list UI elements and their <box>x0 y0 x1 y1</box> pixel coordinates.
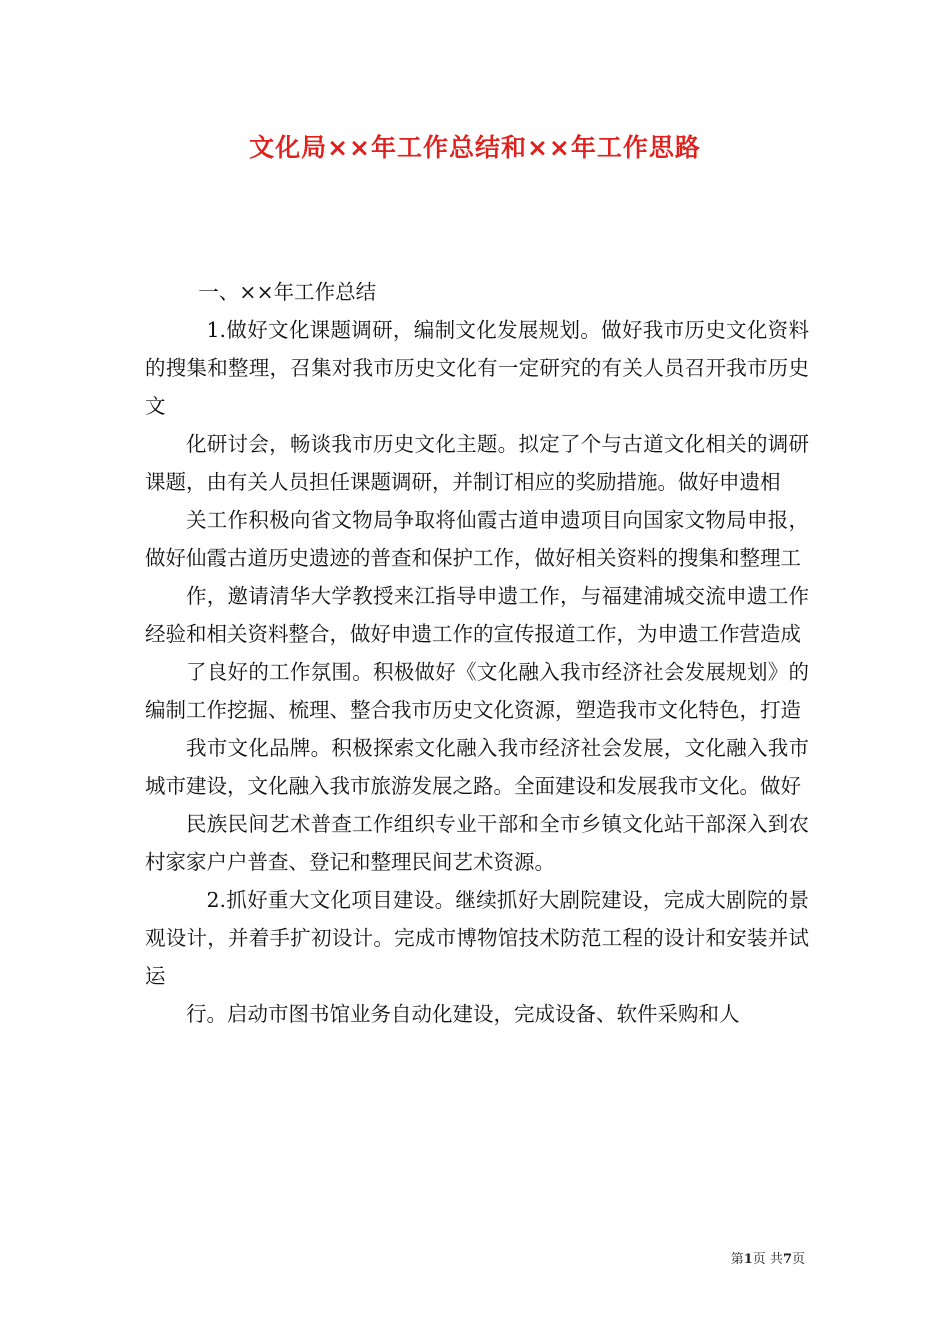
paragraph: 1.做好文化课题调研，编制文化发展规划。做好我市历史文化资料的搜集和整理，召集对我市历史文化有一定研究的有关人员召开我市历史文 <box>145 318 809 418</box>
footer-middle: 页 共 <box>752 1252 783 1267</box>
paragraph: 2.抓好重大文化项目建设。继续抓好大剧院建设，完成大剧院的景观设计，并着手扩初设计。完成市博物馆技术防范工程的设计和安装并试运 <box>145 888 809 988</box>
current-page-number: 1 <box>743 1252 753 1267</box>
paragraph: 关工作积极向省文物局争取将仙霞古道申遗项目向国家文物局申报，做好仙霞古道历史遗迹的普查和保护工作，做好相关资料的搜集和整理工 <box>145 508 809 570</box>
paragraph: 了良好的工作氛围。积极做好《文化融入我市经济社会发展规划》的编制工作挖掘、梳理、整合我市历史文化资源，塑造我市文化特色，打造 <box>145 660 809 722</box>
footer-suffix: 页 <box>791 1252 805 1267</box>
document-title: 文化局××年工作总结和××年工作思路 <box>249 133 701 162</box>
document-body <box>145 273 809 1033</box>
footer-prefix: 第 <box>730 1252 744 1267</box>
paragraph: 作，邀请清华大学教授来江指导申遗工作，与福建浦城交流申遗工作经验和相关资料整合，做好申遗工作的宣传报道工作，为申遗工作营造成 <box>145 584 809 646</box>
paragraph: 我市文化品牌。积极探索文化融入我市经济社会发展，文化融入我市城市建设，文化融入我市旅游发展之路。全面建设和发展我市文化。做好 <box>145 736 809 798</box>
total-page-count: 7 <box>782 1252 792 1267</box>
paragraph: 化研讨会，畅谈我市历史文化主题。拟定了个与古道文化相关的调研课题，由有关人员担任课题调研，并制订相应的奖励措施。做好申遗相 <box>145 432 809 494</box>
page-footer <box>731 1251 805 1269</box>
paragraph: 行。启动市图书馆业务自动化建设，完成设备、软件采购和人 <box>186 1002 740 1026</box>
paragraph: 民族民间艺术普查工作组织专业干部和全市乡镇文化站干部深入到农村家家户户普查、登记和整理民间艺术资源。 <box>145 812 809 874</box>
section-heading: 一、××年工作总结 <box>198 280 377 304</box>
